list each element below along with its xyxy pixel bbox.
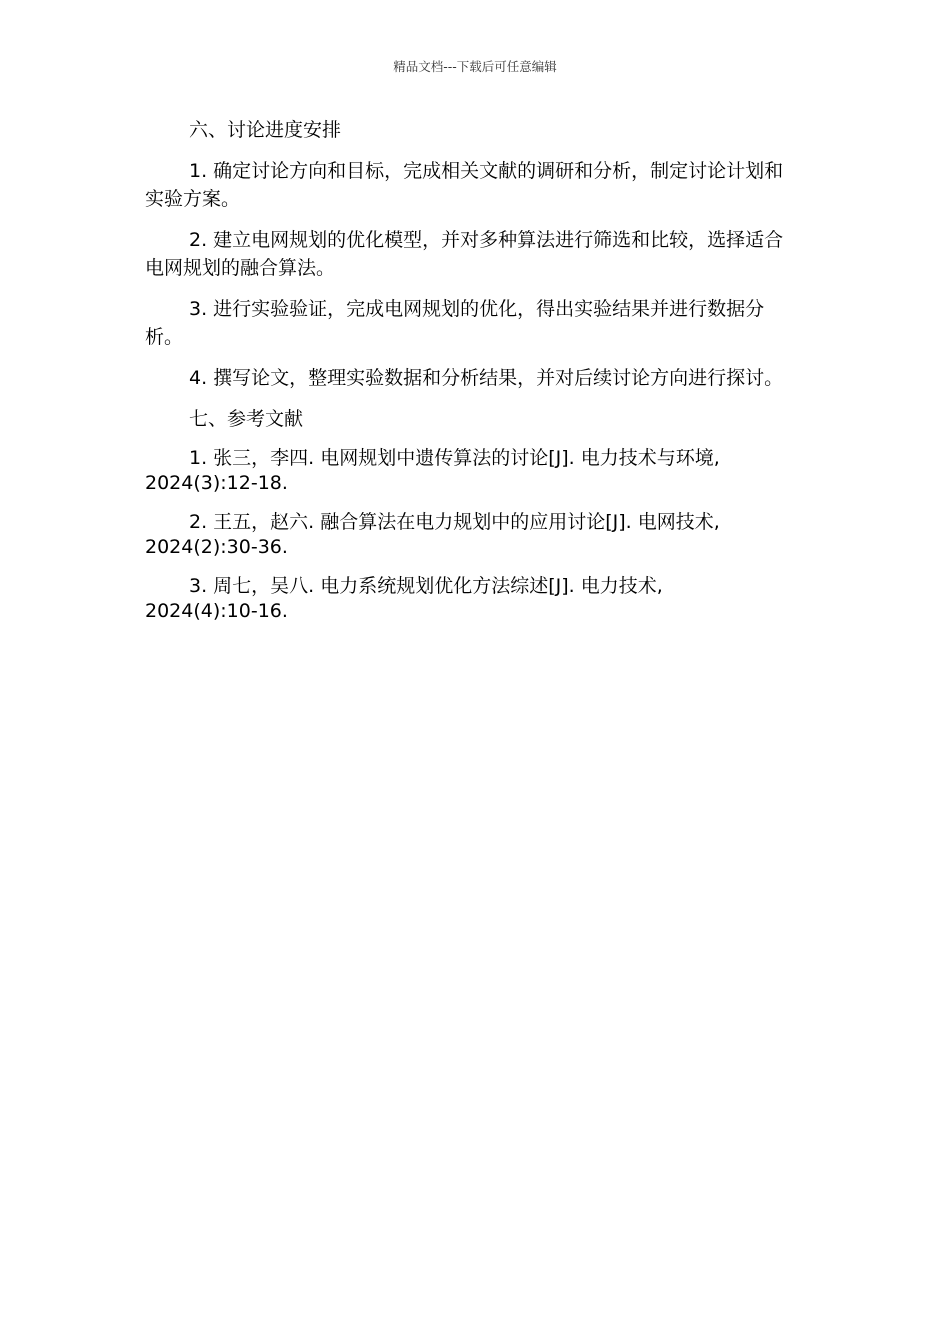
reference-item-1 [145,446,800,496]
document-body [145,116,800,638]
reference-1-main: 1. 张三，李四. 电网规划中遗传算法的讨论[J]. 电力技术与环境, [189,447,720,469]
reference-2-pages: 2024(2):30-36. [145,536,288,558]
schedule-item-3: 3. 进行实验验证，完成电网规划的优化，得出实验结果并进行数据分析。 [145,298,765,348]
section-7-heading: 七、参考文献 [189,408,304,430]
reference-item-3 [145,574,800,624]
reference-3-main: 3. 周七，吴八. 电力系统规划优化方法综述[J]. 电力技术, [189,575,663,597]
reference-3-pages: 2024(4):10-16. [145,600,288,622]
reference-2-main: 2. 王五，赵六. 融合算法在电力规划中的应用讨论[J]. 电网技术, [189,511,720,533]
schedule-item-2: 2. 建立电网规划的优化模型，并对多种算法进行筛选和比较，选择适合电网规划的融合算法。 [145,229,784,279]
schedule-item-4: 4. 撰写论文，整理实验数据和分析结果，并对后续讨论方向进行探讨。 [189,367,784,389]
reference-item-2 [145,510,800,560]
section-6-heading: 六、讨论进度安排 [189,119,342,141]
page-header: 精品文档---下载后可任意编辑 [393,59,557,74]
schedule-item-1: 1. 确定讨论方向和目标，完成相关文献的调研和分析，制定讨论计划和实验方案。 [145,160,784,210]
reference-1-pages: 2024(3):12-18. [145,472,288,494]
